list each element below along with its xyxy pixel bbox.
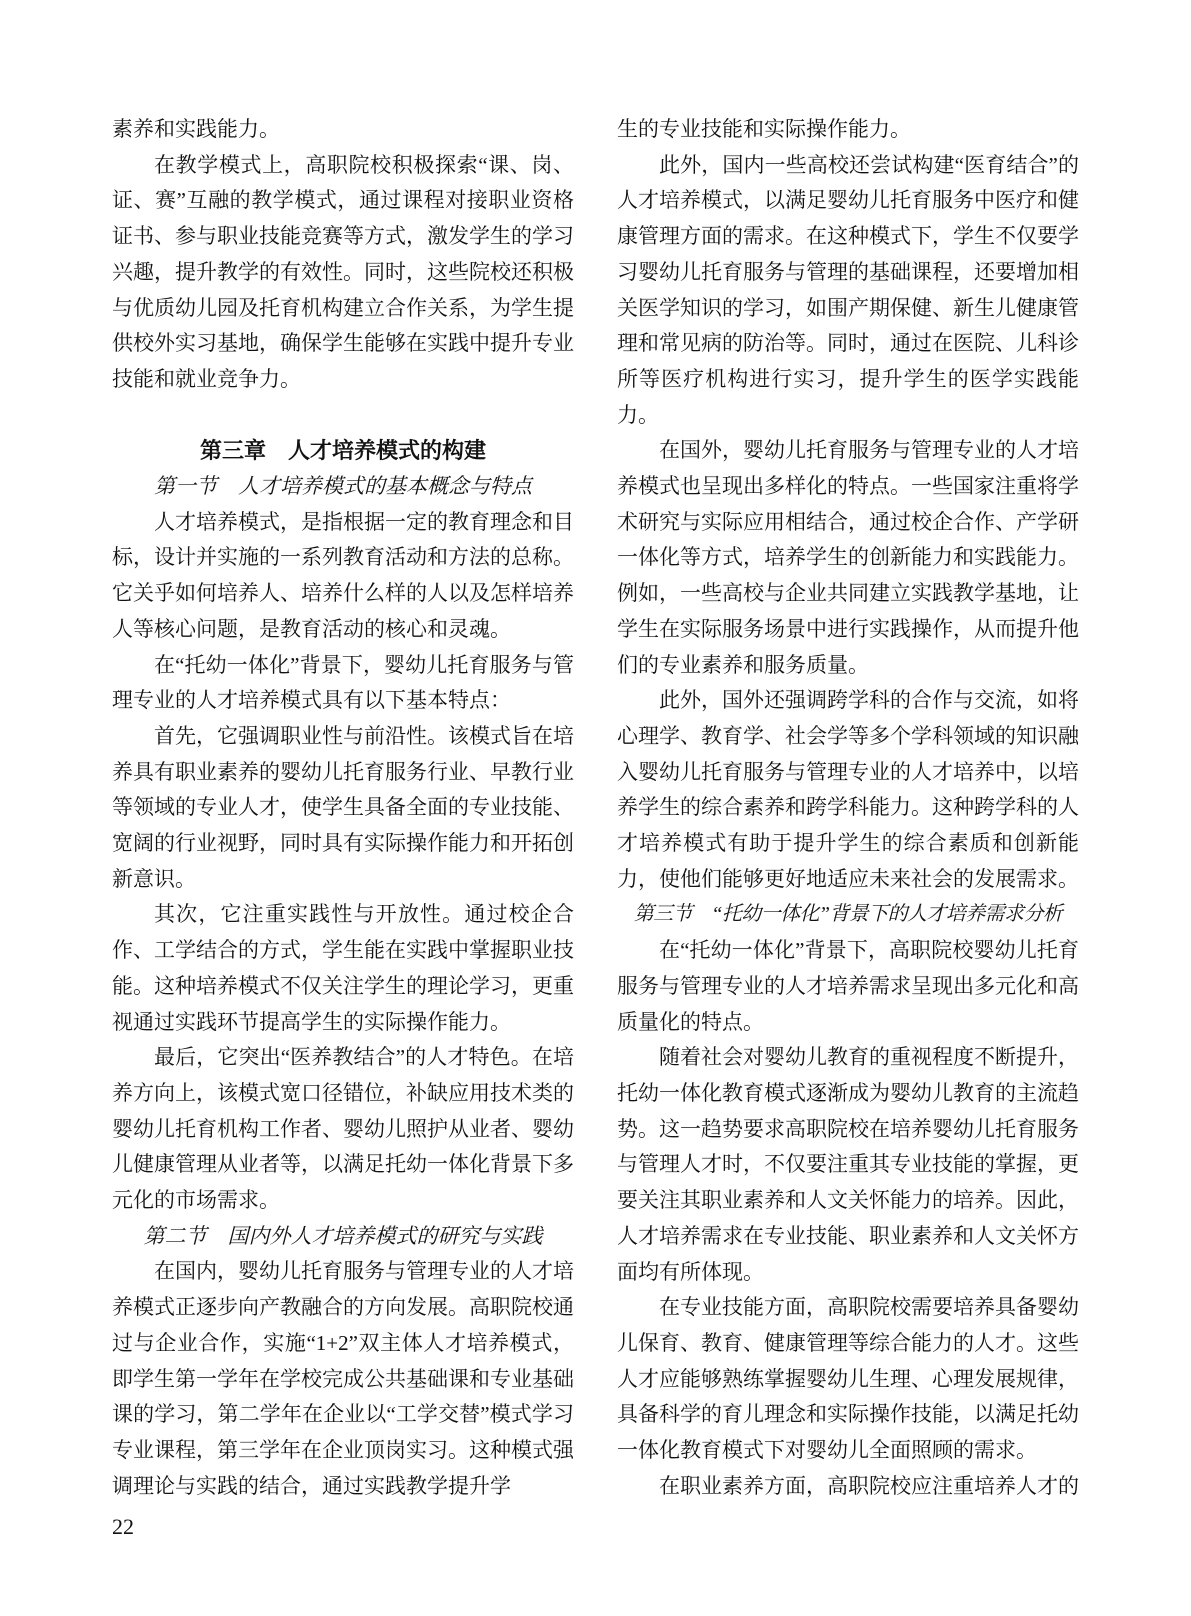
page-number: 22 bbox=[112, 1514, 134, 1539]
paragraph: 在国外，婴幼儿托育服务与管理专业的人才培养模式也呈现出多样化的特点。一些国家注重将学术研究与实际应用相结合，通过校企合作、产学研一体化等方式，培养学生的创新能力和实践能力。例如，一些高校与企业共同建立实践教学基地，让学生在实际服务场景中进行实践操作，从而提升他们的专业素养和服务质量。 bbox=[617, 438, 1079, 677]
paragraph: 在国内，婴幼儿托育服务与管理专业的人才培养模式正逐步向产教融合的方向发展。高职院校通过与企业合作，实施“1+2”双主体人才培养模式，即学生第一学年在学校完成公共基础课和专业基础课的学习，第二学年在企业以“工学交替”模式学习专业课程，第三学年在企业顶岗实习。这种模式强调理论与实践的结合，通过实践教学提升学 bbox=[112, 1259, 574, 1498]
left-column bbox=[112, 112, 574, 1504]
paragraph: 最后，它突出“医养教结合”的人才特色。在培养方向上，该模式宽口径错位，补缺应用技术类的婴幼儿托育机构工作者、婴幼儿照护从业者、婴幼儿健康管理从业者等，以满足托幼一体化背景下多元化的市场需求。 bbox=[112, 1045, 574, 1213]
right-column bbox=[617, 112, 1079, 1504]
paragraph: 素养和实践能力。 bbox=[112, 117, 280, 141]
section-heading: 第一节 人才培养模式的基本概念与特点 bbox=[154, 474, 532, 499]
paragraph: 生的专业技能和实际操作能力。 bbox=[617, 117, 911, 141]
paragraph: 随着社会对婴幼儿教育的重视程度不断提升，托幼一体化教育模式逐渐成为婴幼儿教育的主流趋势。这一趋势要求高职院校在培养婴幼儿托育服务与管理人才时，不仅要注重其专业技能的掌握，更要关注其职业素养和人文关怀能力的培养。因此，人才培养需求在专业技能、职业素养和人文关怀方面均有所体现。 bbox=[617, 1045, 1079, 1284]
paragraph: 此外，国外还强调跨学科的合作与交流，如将心理学、教育学、社会学等多个学科领域的知识融入婴幼儿托育服务与管理专业的人才培养中，以培养学生的综合素养和跨学科能力。这种跨学科的人才培养模式有助于提升学生的综合素质和创新能力，使他们能够更好地适应未来社会的发展需求。 bbox=[617, 688, 1079, 891]
chapter-heading: 第三章 人才培养模式的构建 bbox=[199, 438, 486, 464]
paragraph: 人才培养模式，是指根据一定的教育理念和目标，设计并实施的一系列教育活动和方法的总称。它关乎如何培养人、培养什么样的人以及怎样培养人等核心问题，是教育活动的核心和灵魂。 bbox=[112, 509, 574, 641]
paragraph: 在“托幼一体化”背景下，高职院校婴幼儿托育服务与管理专业的人才培养需求呈现出多元化和高质量化的特点。 bbox=[617, 938, 1079, 1034]
section-heading: 第二节 国内外人才培养模式的研究与实践 bbox=[143, 1223, 543, 1248]
paragraph: 首先，它强调职业性与前沿性。该模式旨在培养具有职业素养的婴幼儿托育服务行业、早教行业等领域的专业人才，使学生具备全面的专业技能、宽阔的行业视野，同时具有实际操作能力和开拓创新意识。 bbox=[112, 723, 574, 891]
paragraph: 其次，它注重实践性与开放性。通过校企合作、工学结合的方式，学生能在实践中掌握职业技能。这种培养模式不仅关注学生的理论学习，更重视通过实践环节提高学生的实际操作能力。 bbox=[112, 902, 574, 1034]
paragraph: 此外，国内一些高校还尝试构建“医育结合”的人才培养模式，以满足婴幼儿托育服务中医疗和健康管理方面的需求。在这种模式下，学生不仅要学习婴幼儿托育服务与管理的基础课程，还要增加相关医学知识的学习，如围产期保健、新生儿健康管理和常见病的防治等。同时，通过在医院、儿科诊所等医疗机构进行实习，提升学生的医学实践能力。 bbox=[617, 152, 1079, 427]
paragraph: 在“托幼一体化”背景下，婴幼儿托育服务与管理专业的人才培养模式具有以下基本特点： bbox=[112, 652, 574, 713]
paragraph: 在专业技能方面，高职院校需要培养具备婴幼儿保育、教育、健康管理等综合能力的人才。这些人才应能够熟练掌握婴幼儿生理、心理发展规律，具备科学的育儿理念和实际操作技能，以满足托幼一体化教育模式下对婴幼儿全面照顾的需求。 bbox=[617, 1295, 1079, 1463]
paragraph: 在职业素养方面，高职院校应注重培养人才的 bbox=[659, 1473, 1079, 1498]
section-heading: 第三节 “托幼一体化”背景下的人才培养需求分析 bbox=[633, 903, 1063, 926]
paragraph: 在教学模式上，高职院校积极探索“课、岗、证、赛”互融的教学模式，通过课程对接职业资格证书、参与职业技能竞赛等方式，激发学生的学习兴趣，提升教学的有效性。同时，这些院校还积极与优质幼儿园及托育机构建立合作关系，为学生提供校外实习基地，确保学生能够在实践中提升专业技能和就业竞争力。 bbox=[112, 152, 574, 391]
